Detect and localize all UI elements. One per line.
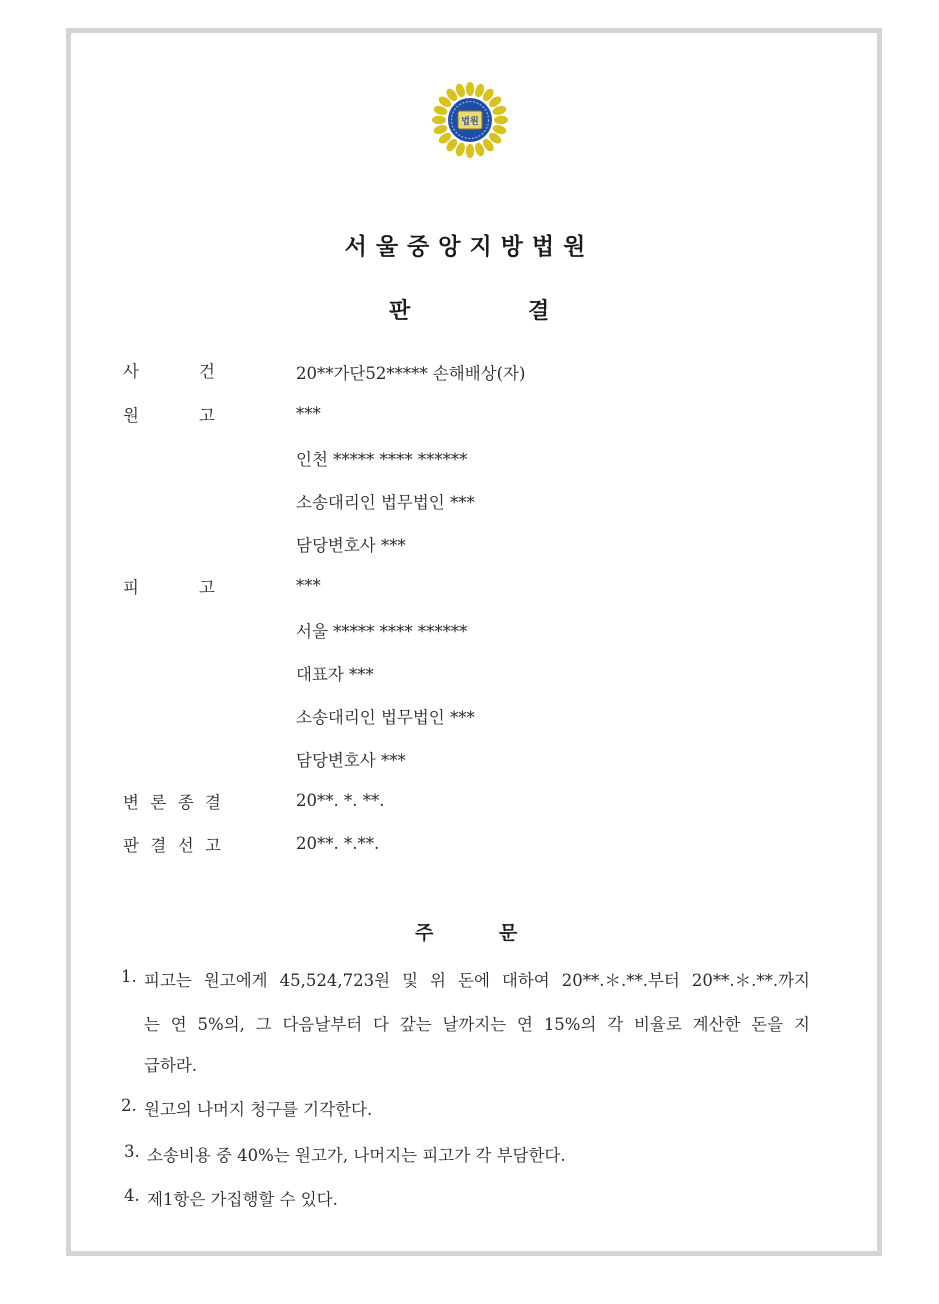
defendant-name: *** <box>296 576 321 595</box>
plaintiff-attorney: 담당변호사 *** <box>296 536 406 555</box>
emblem-petal <box>432 116 446 124</box>
order-number-1: 1. <box>121 967 137 986</box>
svg-text:법원: 법원 <box>461 117 479 127</box>
emblem-petal <box>466 144 474 158</box>
field-label-case: 사 건 <box>123 362 215 381</box>
doc-title-char-1: 판 <box>389 299 411 324</box>
defendant-attorney-firm: 소송대리인 법무법인 *** <box>296 708 475 727</box>
defendant-address: 서울 ***** **** ****** <box>296 622 468 641</box>
defendant-representative: 대표자 *** <box>296 665 374 684</box>
field-value-case-number: 20**가단52***** 손해배상(자) <box>296 364 526 383</box>
order-2-text: 원고의 나머지 청구를 기각한다. <box>144 1100 373 1119</box>
order-title-char-2: 문 <box>499 922 518 944</box>
order-1-line-3: 급하라. <box>144 1056 198 1075</box>
order-4-text: 제1항은 가집행할 수 있다. <box>147 1190 338 1209</box>
field-label-plaintiff: 원 고 <box>123 406 215 425</box>
doc-title-char-2: 결 <box>528 299 550 324</box>
defendant-attorney: 담당변호사 *** <box>296 751 406 770</box>
order-title-char-1: 주 <box>415 922 434 944</box>
field-label-hearing-closed: 변 론 종 결 <box>123 793 221 812</box>
emblem-petal <box>494 116 508 124</box>
hearing-closed-date: 20**. *. **. <box>296 791 385 810</box>
court-name: 서울중앙지방법원 <box>344 234 595 260</box>
order-1-line-1: 피고는 원고에게 45,524,723원 및 위 돈에 대하여 20**.＊.**.부터 20**.＊.**.까지 <box>144 971 810 990</box>
field-label-judgment-date: 판 결 선 고 <box>123 836 221 855</box>
plaintiff-name: *** <box>296 404 321 423</box>
order-number-2: 2. <box>121 1096 137 1115</box>
order-number-3: 3. <box>124 1142 140 1161</box>
emblem-petal <box>466 82 474 96</box>
court-emblem-icon <box>428 78 512 162</box>
order-1-line-2: 는 연 5%의, 그 다음날부터 다 갚는 날까지는 연 15%의 각 비율로 계산한 돈을 지 <box>144 1015 810 1034</box>
plaintiff-attorney-firm: 소송대리인 법무법인 *** <box>296 493 475 512</box>
judgment-date: 20**. *.**. <box>296 834 380 853</box>
order-number-4: 4. <box>124 1186 140 1205</box>
field-label-defendant: 피 고 <box>123 578 215 597</box>
order-3-text: 소송비용 중 40%는 원고가, 나머지는 피고가 각 부담한다. <box>147 1146 566 1165</box>
plaintiff-address: 인천 ***** **** ****** <box>296 450 468 469</box>
